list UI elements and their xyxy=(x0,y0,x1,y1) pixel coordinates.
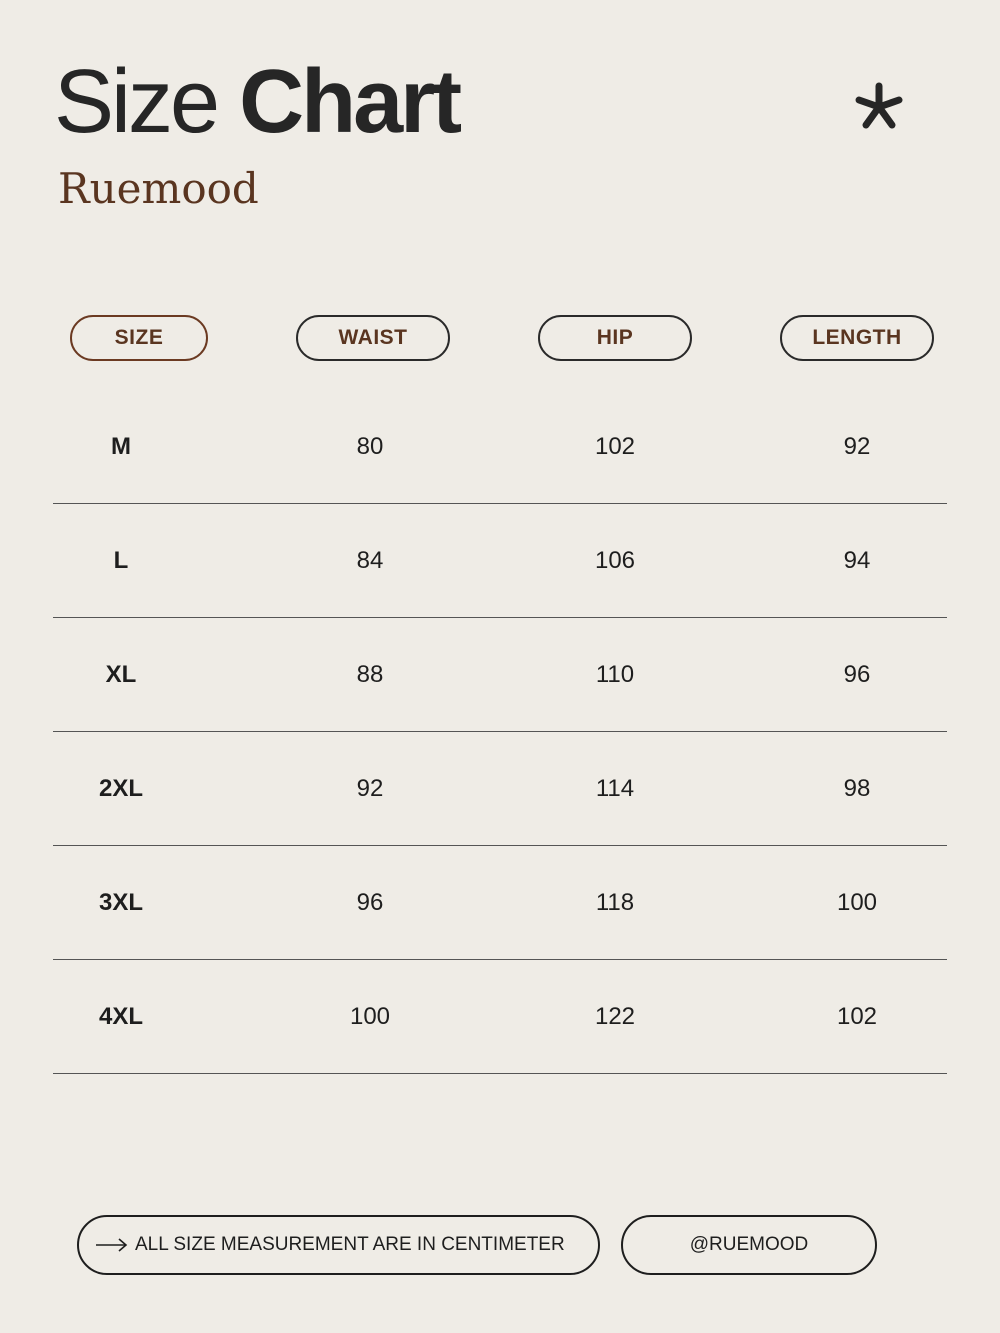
length-cell: 98 xyxy=(843,774,871,802)
length-cell: 94 xyxy=(843,546,871,574)
hip-cell: 106 xyxy=(594,546,636,574)
waist-cell: 92 xyxy=(356,774,384,802)
hip-cell: 114 xyxy=(595,774,635,802)
length-cell: 102 xyxy=(836,1002,878,1030)
size-cell: 2XL xyxy=(98,774,143,802)
title-light: Size xyxy=(54,52,218,152)
size-cell: L xyxy=(113,546,129,574)
hip-cell: 122 xyxy=(594,1002,636,1030)
table-row xyxy=(53,504,947,618)
table-row xyxy=(53,846,947,960)
column-header-hip: HIP xyxy=(538,315,692,361)
column-header-length: LENGTH xyxy=(780,315,934,361)
length-cell: 96 xyxy=(843,660,871,688)
waist-cell: 84 xyxy=(356,546,384,574)
social-handle: @RUEMOOD xyxy=(621,1215,877,1275)
table-row xyxy=(53,390,947,504)
size-cell: M xyxy=(111,432,131,460)
length-cell: 100 xyxy=(836,888,878,916)
waist-cell: 96 xyxy=(356,888,384,916)
size-cell: 4XL xyxy=(98,1002,143,1030)
table-row xyxy=(53,960,947,1074)
hip-cell: 118 xyxy=(595,888,635,916)
title-bold: Chart xyxy=(239,52,460,152)
measurement-note xyxy=(77,1215,600,1275)
asterisk-icon xyxy=(852,80,906,134)
measurement-note-text: ALL SIZE MEASUREMENT ARE IN CENTIMETER xyxy=(135,1234,565,1255)
arrow-right-icon xyxy=(95,1237,129,1253)
page-title xyxy=(54,52,459,152)
size-table xyxy=(53,390,947,1074)
brand-name: Ruemood xyxy=(58,164,259,213)
column-header-size: SIZE xyxy=(70,315,208,361)
length-cell: 92 xyxy=(843,432,871,460)
waist-cell: 88 xyxy=(356,660,384,688)
hip-cell: 102 xyxy=(594,432,636,460)
waist-cell: 80 xyxy=(356,432,384,460)
waist-cell: 100 xyxy=(349,1002,391,1030)
hip-cell: 110 xyxy=(595,660,635,688)
column-header-waist: WAIST xyxy=(296,315,450,361)
table-row xyxy=(53,618,947,732)
table-row xyxy=(53,732,947,846)
size-cell: 3XL xyxy=(98,888,143,916)
size-cell: XL xyxy=(105,660,137,688)
